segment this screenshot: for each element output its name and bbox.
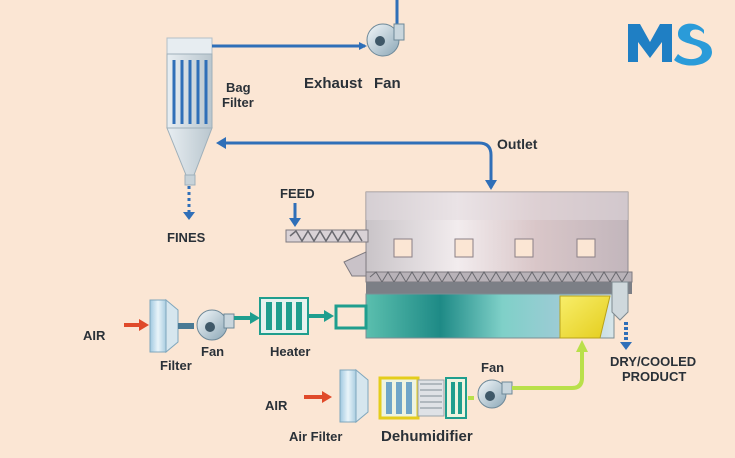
fines-label: FINES (167, 230, 206, 245)
dehumidifier-label: Dehumidifier (381, 428, 473, 445)
product-label-line1: DRY/COOLED (610, 354, 697, 369)
dryer-hood (366, 192, 628, 272)
bag-filter (167, 38, 212, 185)
dehumidifier (380, 378, 466, 418)
fluid-bed-plenum (366, 294, 614, 338)
bag-filter-label-line1: Bag (226, 80, 251, 95)
filter-label: Filter (160, 358, 192, 373)
heater-label: Heater (270, 344, 311, 359)
air-label-1: AIR (83, 328, 106, 343)
fines-discharge (183, 186, 195, 220)
vibrating-deck (366, 272, 632, 294)
feed-arrow (289, 203, 301, 227)
ms-logo (628, 24, 712, 66)
bag-filter-label-line2: Filter (222, 95, 254, 110)
feed-screw-conveyor (286, 230, 368, 276)
fan-label-2: Fan (481, 360, 505, 375)
exhaust-fan-label: Fan (374, 75, 401, 92)
air-inlet-arrow-2 (304, 391, 332, 403)
exhaust-label: Exhaust (304, 75, 363, 92)
product-label-line2: PRODUCT (622, 369, 687, 384)
air-filter-1 (150, 300, 178, 352)
feed-label: FEED (280, 186, 315, 201)
fan-to-heater-duct (234, 312, 260, 324)
outlet-duct (216, 137, 497, 190)
exhaust-fan (367, 24, 404, 56)
heater (260, 298, 308, 334)
outlet-label: Outlet (497, 136, 538, 152)
fan-label-1: Fan (201, 344, 225, 359)
air-filter-label: Air Filter (289, 429, 343, 444)
air-label-2: AIR (265, 398, 288, 413)
air-inlet-arrow-1 (124, 319, 149, 331)
heater-to-plenum-duct (308, 306, 366, 328)
air-filter-2 (340, 370, 368, 422)
fan-1 (178, 310, 234, 340)
fan-2 (478, 380, 512, 408)
